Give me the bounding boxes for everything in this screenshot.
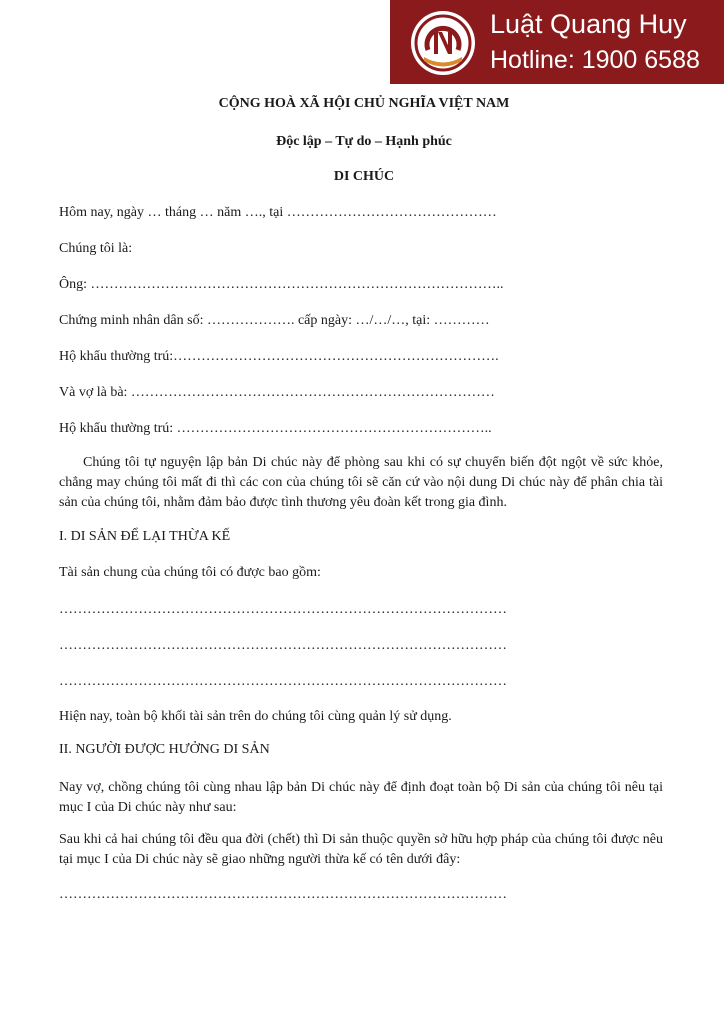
law-firm-logo xyxy=(410,10,476,76)
document-title: DI CHÚC xyxy=(333,169,395,184)
assets-blank-line: …………………………………………………………………………………… xyxy=(59,674,507,689)
residence-line: Hộ khẩu thường trú:……………………………………………………………. xyxy=(59,349,499,364)
intro-paragraph: Chúng tôi tự nguyện lập bản Di chúc này để phòng sau khi có sự chuyển biến đột ngột về sức khỏe, chẳng may chúng tôi mất đi thì các con của chúng tôi sẽ căn cứ vào nội dung Di chúc này để phân chia tài sản của chúng tôi, nhằm đảm bảo được tình thương yêu đoàn kết trong gia đình. xyxy=(59,455,663,510)
disposition-paragraph: Nay vợ, chồng chúng tôi cùng nhau lập bản Di chúc này để định đoạt toàn bộ Di sản của chúng tôi nêu tại mục I của Di chúc này như sau: xyxy=(59,780,663,815)
motto: Độc lập – Tự do – Hạnh phúc xyxy=(276,134,452,149)
hotline-text[interactable]: Hotline: 1900 6588 xyxy=(490,46,700,74)
brand-banner xyxy=(390,0,724,84)
residence-line: Hộ khẩu thường trú: ………………………………………………………….. xyxy=(59,421,492,436)
we-are-line: Chúng tôi là: xyxy=(59,241,133,256)
date-place-line: Hôm nay, ngày … tháng … năm …., tại ……………………………………… xyxy=(59,205,497,220)
wife-name-line: Và vợ là bà: …………………………………………………………………… xyxy=(59,385,495,400)
assets-blank-line: …………………………………………………………………………………… xyxy=(59,638,507,653)
section-heading-2: II. NGƯỜI ĐƯỢC HƯỞNG DI SẢN xyxy=(59,742,270,757)
assets-management-line: Hiện nay, toàn bộ khối tài sản trên do chúng tôi cùng quản lý sử dụng. xyxy=(59,709,452,724)
husband-name-line: Ông: …………………………………………………………………………….. xyxy=(59,277,504,292)
national-title: CỘNG HOÀ XÃ HỘI CHỦ NGHĨA VIỆT NAM xyxy=(218,96,510,111)
brand-name: Luật Quang Huy xyxy=(490,9,687,39)
heirs-paragraph: Sau khi cả hai chúng tôi đều qua đời (chết) thì Di sản thuộc quyền sở hữu hợp pháp của chúng tôi được nêu tại mục I của Di chúc này sẽ giao những người thừa kế có tên dưới đây: xyxy=(59,832,663,867)
assets-blank-line: …………………………………………………………………………………… xyxy=(59,602,507,617)
heirs-blank-line: …………………………………………………………………………………… xyxy=(59,887,507,902)
assets-intro: Tài sản chung của chúng tôi có được bao gồm: xyxy=(59,565,321,580)
id-card-line: Chứng minh nhân dân số: ………………. cấp ngày: …/…/…, tại: ………… xyxy=(59,313,490,328)
section-heading-1: I. DI SẢN ĐỂ LẠI THỪA KẾ xyxy=(59,529,231,544)
